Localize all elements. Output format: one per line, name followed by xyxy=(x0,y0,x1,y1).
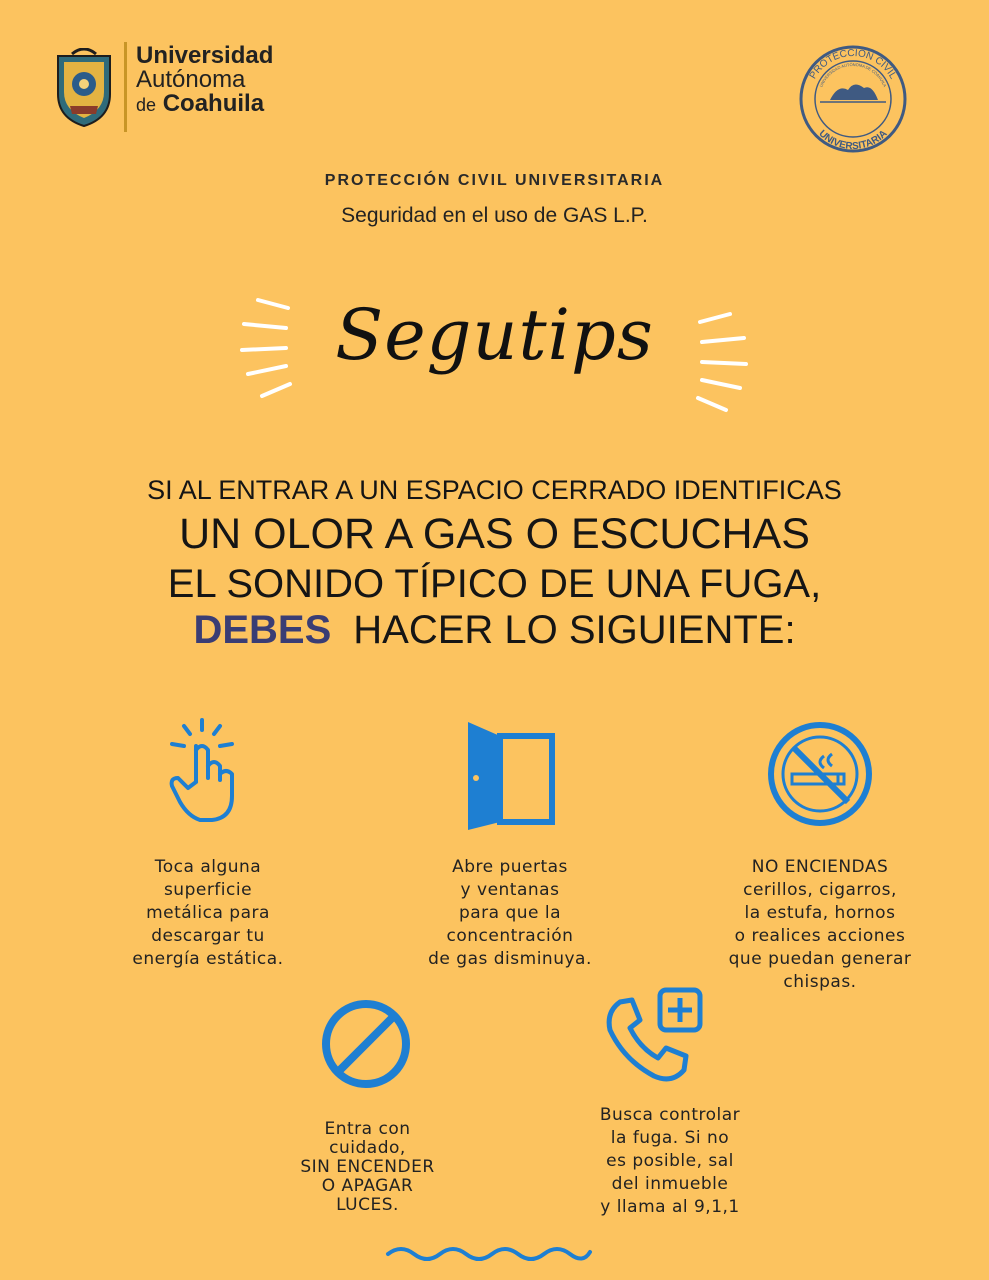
logo-divider xyxy=(124,42,127,132)
seal-top-text: PROTECCIÓN CIVIL xyxy=(807,47,899,82)
headline-line-4-rest: HACER LO SIGUIENTE: xyxy=(353,608,796,652)
open-door-icon xyxy=(466,722,556,830)
step-3-caption: NO ENCIENDAS cerillos, cigarros, la estufa, hornos o realices acciones que puedan generar chispas. xyxy=(728,857,912,992)
headline-line-4 xyxy=(0,608,989,653)
state-map-icon xyxy=(830,84,878,100)
segutips-title: Segutips xyxy=(335,294,654,376)
university-name-line-1: Universidad xyxy=(136,42,274,69)
university-name-line-2: Autónoma xyxy=(136,66,246,93)
university-crest-icon xyxy=(52,48,116,128)
seal-middle-text: UNIVERSIDAD AUTÓNOMA DE COAHUILA xyxy=(818,61,888,88)
step-1-caption: Toca alguna superficie metálica para descargar tu energía estática. xyxy=(132,857,284,969)
page-subtitle: Seguridad en el uso de GAS L.P. xyxy=(341,204,648,227)
step-5-caption: Busca controlar la fuga. Si no es posible, sal del inmueble y llama al 9,1,1 xyxy=(599,1105,741,1217)
university-name-line-3 xyxy=(136,92,273,116)
headline-line-1: SI AL ENTRAR A UN ESPACIO CERRADO IDENTIFICAS xyxy=(147,475,842,505)
svg-text:UNIVERSITARIA xyxy=(816,128,889,152)
university-name-coahuila: Coahuila xyxy=(162,90,265,117)
page-title: PROTECCIÓN CIVIL UNIVERSITARIA xyxy=(324,172,665,189)
headline-line-3: EL SONIDO TÍPICO DE UNA FUGA, xyxy=(167,562,822,606)
university-logo xyxy=(52,42,312,134)
headline-line-2: UN OLOR A GAS O ESCUCHAS xyxy=(179,510,810,558)
emergency-call-icon xyxy=(602,986,706,1086)
touch-hand-icon xyxy=(166,716,250,826)
no-smoking-icon xyxy=(766,720,874,828)
seal-bottom-text: UNIVERSITARIA xyxy=(816,128,890,153)
proteccion-civil-seal xyxy=(790,44,916,154)
wave-divider xyxy=(384,1240,594,1264)
step-4-caption: Entra con cuidado, SIN ENCENDER O APAGAR LUCES. xyxy=(300,1119,435,1215)
university-name-prefix: de xyxy=(136,95,157,115)
headline-emphasis: DEBES xyxy=(193,608,332,652)
prohibited-icon xyxy=(320,998,412,1090)
university-name xyxy=(136,44,273,116)
step-2-caption: Abre puertas y ventanas para que la concentración de gas disminuya. xyxy=(428,857,592,969)
